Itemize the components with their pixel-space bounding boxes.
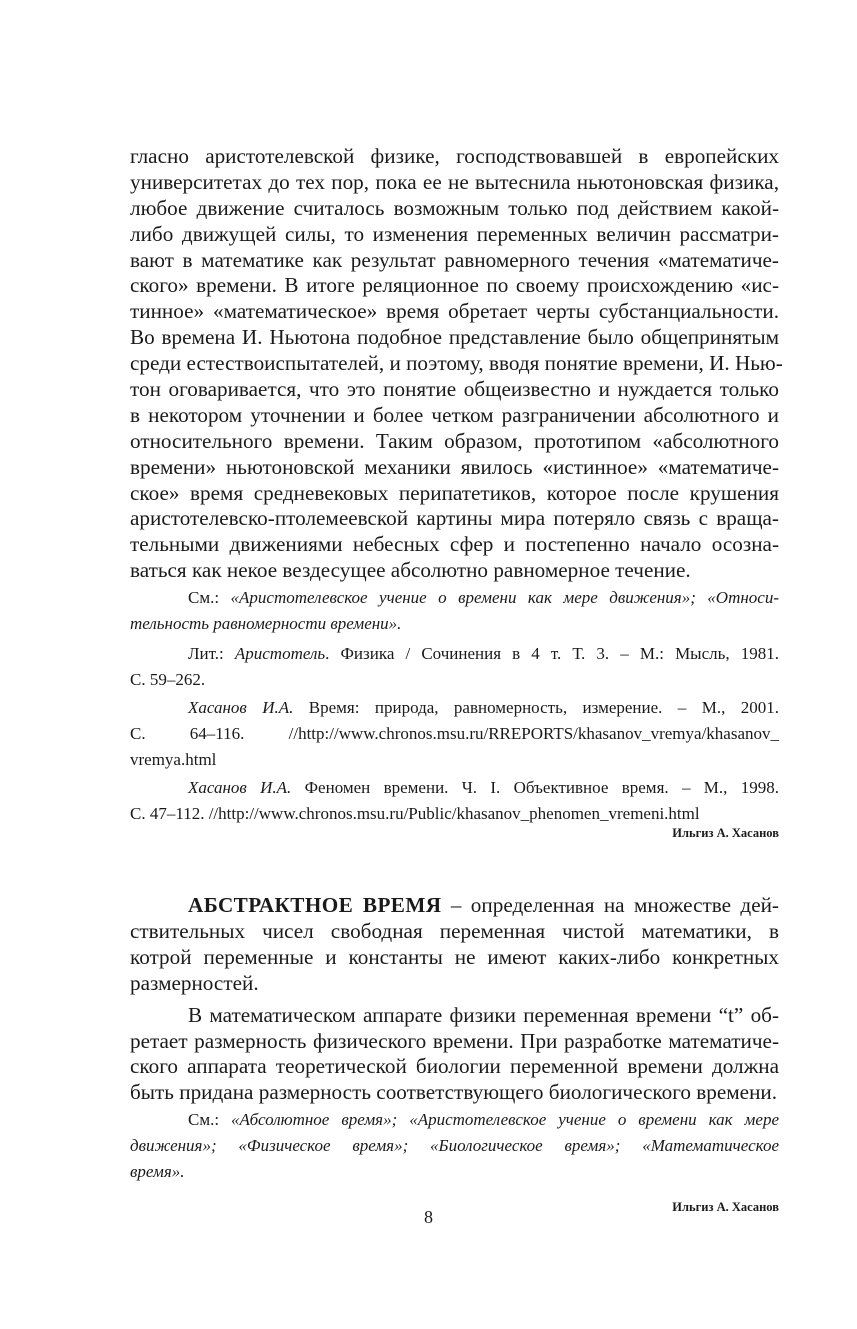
lit-entry: . Физика / Сочинения в 4 т. Т. 3. – М.: Мысль, 1981. <box>325 644 779 664</box>
paragraph-line: ретает размерность физического времени. При разработке математиче- <box>130 1028 779 1053</box>
see-label: См.: <box>188 1110 220 1130</box>
lit-entry-cont: vremya.html <box>130 750 217 770</box>
see-reference: «Аристотелевское учение о времени как мере движения»; «Относи- <box>230 588 780 608</box>
lit-author: Хасанов И.А. <box>188 698 294 718</box>
paragraph-line: университетах до тех пор, пока ее не вытеснила ньютоновская физика, <box>130 169 779 194</box>
see-reference: «Абсолютное время»; «Аристотелевское учение о времени как мере <box>231 1110 779 1130</box>
article-2-paragraph <box>130 1003 779 1107</box>
entry-term: АБСТРАКТНОЕ ВРЕМЯ <box>188 893 442 918</box>
lit-label: Лит.: <box>188 644 224 664</box>
paragraph-line: любое движение считалось возможным только под действием какой- <box>130 195 779 220</box>
paragraph-line: быть придана размерность соответствующего биологического времени. <box>130 1080 778 1105</box>
paragraph-line: гласно аристотелевской физике, господствовавшей в европейских <box>130 144 779 168</box>
lit-entry: Время: природа, равномерность, измерение. – М., 2001. <box>293 698 779 718</box>
paragraph-line: ского» времени. В итоге реляционное по своему происхождению «ис- <box>130 273 779 298</box>
lit-entry: Феномен времени. Ч. I. Объективное время. – М., 1998. <box>291 778 779 798</box>
article-1-signature: Ильгиз А. Хасанов <box>672 826 779 841</box>
see-reference-cont: время». <box>130 1162 185 1182</box>
paragraph-line: ское» время средневековых перипатетиков, которое после крушения <box>130 480 779 505</box>
article-2-definition <box>130 893 779 997</box>
paragraph-line: тельными движениями небесных сфер и постепенно начало осозна- <box>130 532 779 557</box>
paragraph-line: среди естествоиспытателей, и поэтому, вводя понятие времени, И. Нью- <box>130 351 783 376</box>
page-body <box>130 144 783 1215</box>
see-reference-cont: тельность равномерности времени». <box>130 614 402 634</box>
paragraph-line: вают в математике как результат равномерного течения «математиче- <box>130 247 779 272</box>
article-1-see-also <box>130 585 779 637</box>
article-2-see-also <box>130 1107 779 1185</box>
page-number: 8 <box>424 1207 433 1227</box>
see-label: См.: <box>188 588 220 608</box>
lit-author: Хасанов И.А. <box>188 778 292 798</box>
paragraph-line: ского аппарата теоретической биологии переменной времени должна <box>130 1054 779 1079</box>
paragraph-line: В математическом аппарате физики переменная времени “t” об- <box>188 1002 779 1027</box>
paragraph-line: ваться как некое вездесущее абсолютно равномерное течение. <box>130 558 691 583</box>
paragraph-line: в некотором уточнении и более четком разграничении абсолютного и <box>130 402 779 427</box>
article-1-paragraph <box>130 144 783 584</box>
paragraph-line: тон оговаривается, что это понятие общеизвестно и нуждается только <box>130 377 779 402</box>
paragraph-line: относительного времени. Таким образом, прототипом «абсолютного <box>130 428 779 453</box>
article-2-signature: Ильгиз А. Хасанов <box>672 1200 779 1215</box>
lit-entry-cont: С. 59–262. <box>130 670 206 690</box>
definition-line: размерностей. <box>130 970 259 995</box>
paragraph-line: времени» ньютоновской механики явилось «истинное» «математиче- <box>130 454 779 479</box>
see-reference-cont: движения»; «Физическое время»; «Биологическое время»; «Математическое <box>130 1136 779 1156</box>
lit-author: Аристотель <box>234 644 326 664</box>
lit-entry-cont: С. 64–116. //http://www.chronos.msu.ru/RREPORTS/khasanov_vremya/khasanov_ <box>130 724 779 744</box>
article-1-literature <box>130 641 779 827</box>
definition-line: ствительных чисел свободная переменная чистой математики, в <box>130 919 779 944</box>
paragraph-line: Во времена И. Ньютона подобное представление было общепринятым <box>130 325 779 350</box>
lit-entry-cont: С. 47–112. //http://www.chronos.msu.ru/Public/khasanov_phenomen_vremeni.html <box>130 804 700 824</box>
paragraph-line: тинное» «математическое» время обретает черты субстанциальности. <box>130 299 779 324</box>
paragraph-line: либо движущей силы, то изменения переменных величин рассматри- <box>130 221 779 246</box>
definition-text: – определенная на множестве дей- <box>441 893 779 918</box>
definition-line: котрой переменные и константы не имеют каких-либо конкретных <box>130 944 779 969</box>
paragraph-line: аристотелевско-птолемеевской картины мира потеряло связь с враща- <box>130 506 779 531</box>
